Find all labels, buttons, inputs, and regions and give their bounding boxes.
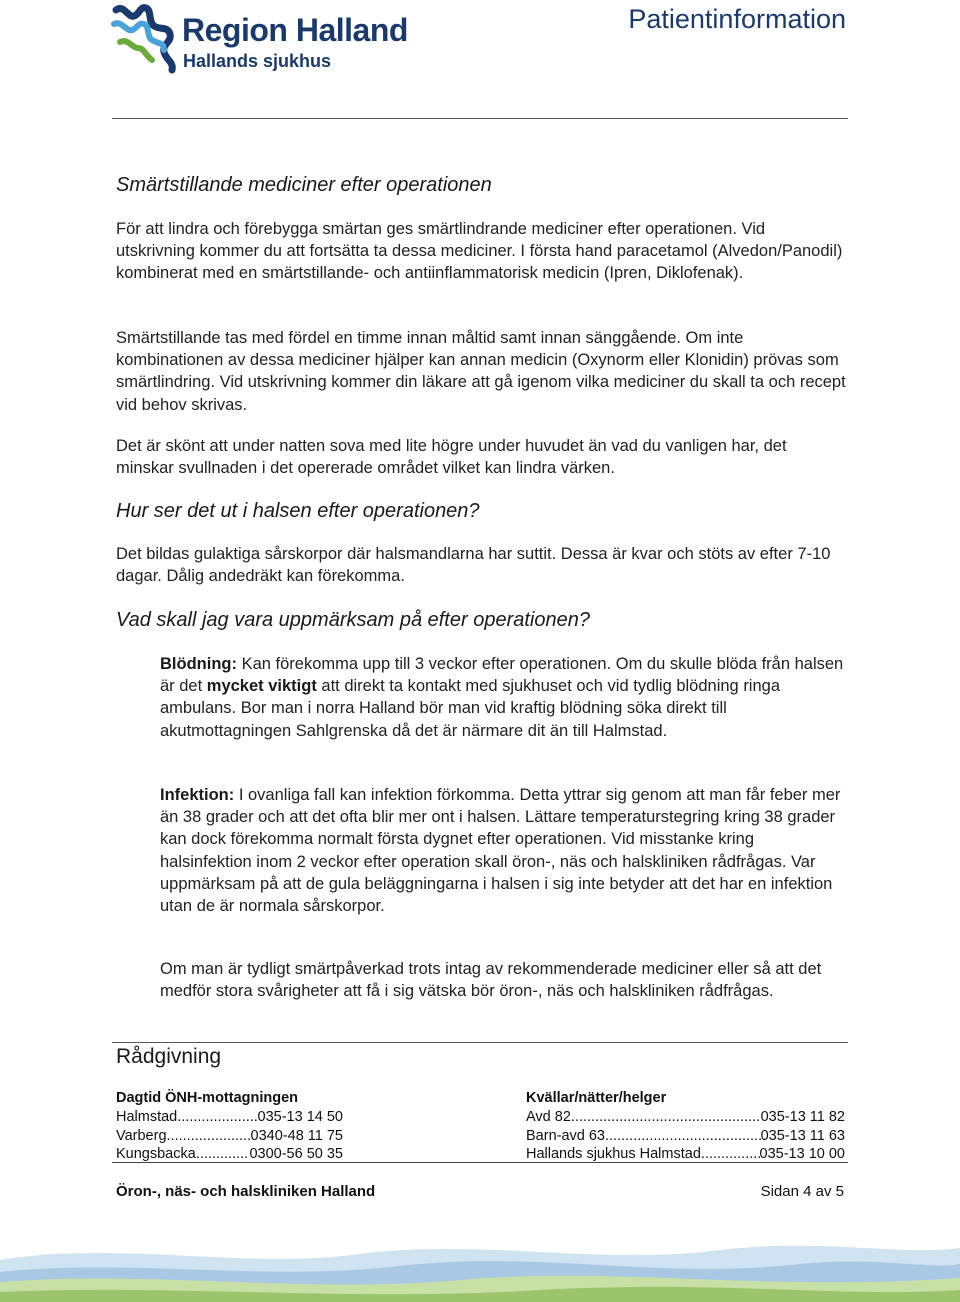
contact-phone: 035-13 10 00 bbox=[759, 1146, 845, 1162]
decorative-landscape-band bbox=[0, 1220, 960, 1302]
contact-phone: 0300-56 50 35 bbox=[249, 1146, 343, 1162]
contact-place: Barn-avd 63 bbox=[526, 1127, 605, 1144]
paragraph-pain-medication-intro: För att lindra och förebygga smärtan ges smärtlindrande mediciner efter operationen. Vid utskrivning kommer du att fortsätta ta dessa mediciner. I första hand paracetamol (Alvedon/Panodil) kombinerat med en smärtstillande- och antiinflammatorisk medicin (Ipren, Diklofenak). bbox=[116, 220, 843, 283]
paragraph-pain-medication-timing: Smärtstillande tas med fördel en timme innan måltid samt innan sänggående. Om inte kombinationen av dessa mediciner hjälper kan annan medicin (Oxynorm eller Klonidin) prövas som smärtlindring. Vid utskrivning kommer din läkare att gå igenom vilka mediciner du skall ta och recept vid behov skrivas. bbox=[116, 329, 846, 414]
logo-name: Region Halland bbox=[182, 12, 408, 48]
document-type: Patientinformation bbox=[628, 4, 846, 34]
contact-phone: 035-13 14 50 bbox=[257, 1109, 343, 1125]
contact-place: Hallands sjukhus Halmstad bbox=[526, 1146, 701, 1162]
heading-throat-appearance: Hur ser det ut i halsen efter operationen? bbox=[116, 500, 480, 522]
daytime-heading: Dagtid ÖNH-mottagningen bbox=[116, 1090, 299, 1106]
bleeding-text-a: Kan förekomma upp till 3 veckor efter operationen. Om du skulle blöda från halsen är det bbox=[160, 655, 844, 696]
contact-row bbox=[116, 1127, 343, 1146]
paragraph-bleeding bbox=[160, 653, 850, 742]
bleeding-label: Blödning: bbox=[160, 655, 237, 673]
leader-dots bbox=[167, 1127, 251, 1146]
page-number: Sidan 4 av 5 bbox=[760, 1183, 844, 1200]
leader-dots bbox=[605, 1127, 761, 1146]
region-halland-emblem-icon bbox=[110, 2, 180, 74]
leader-dots bbox=[571, 1108, 761, 1127]
paragraph-infection bbox=[160, 784, 850, 917]
heading-pain-medication: Smärtstillande mediciner efter operationen bbox=[116, 174, 492, 196]
bleeding-text-b: att direkt ta kontakt med sjukhuset och vid tydlig blödning ringa ambulans. Bor man i norra Halland bör man vid kraftig blödning söka direkt till akutmottagningen Sahlgrenska då det är närmare dit än till Halmstad. bbox=[160, 677, 781, 740]
contact-phone: 035-13 11 82 bbox=[760, 1109, 845, 1125]
evening-heading: Kvällar/nätter/helger bbox=[526, 1090, 667, 1106]
paragraph-sleep-position: Det är skönt att under natten sova med lite högre under huvudet än vad du vanligen har, det minskar svullnaden i det opererade området vilket kan lindra värken. bbox=[116, 437, 787, 478]
advice-divider bbox=[112, 1042, 848, 1043]
contact-row bbox=[526, 1145, 845, 1164]
infection-label: Infektion: bbox=[160, 786, 235, 804]
contact-place: Varberg bbox=[116, 1127, 167, 1144]
paragraph-pain-advice: Om man är tydligt smärtpåverkad trots intag av rekommenderade mediciner eller så att det medför stora svårigheter att få i sig vätska bör öron-, näs och halskliniken rådfrågas. bbox=[160, 960, 822, 1001]
contact-place: Halmstad bbox=[116, 1109, 178, 1125]
region-halland-logo bbox=[110, 2, 410, 72]
contacts-bottom-rule bbox=[112, 1162, 848, 1163]
header-divider bbox=[112, 118, 848, 119]
landscape-band-graphic bbox=[0, 1220, 960, 1302]
contact-place: Avd 82 bbox=[526, 1109, 571, 1125]
contact-phone: 035-13 11 63 bbox=[760, 1127, 845, 1144]
contact-row bbox=[116, 1145, 343, 1164]
evening-contacts bbox=[526, 1089, 845, 1164]
clinic-name: Öron-, näs- och halskliniken Halland bbox=[116, 1183, 376, 1200]
leader-dots bbox=[701, 1145, 760, 1164]
paragraph-throat-appearance: Det bildas gulaktiga sårskorpor där halsmandlarna har suttit. Dessa är kvar och stöts av efter 7-10 dagar. Dålig andedräkt kan förekomma. bbox=[116, 545, 831, 586]
infection-text: I ovanliga fall kan infektion förkomma. Detta yttrar sig genom att man får feber mer än 38 grader och att det ofta blir mer ont i halsen. Lättare temperaturstegring kring 38 grader kan dock förekomma normalt första dygnet efter operationen. Vid misstanke kring halsinfektion inom 2 veckor efter operation skall öron-, näs och halskliniken rådfrågas. Var uppmärksam på att de gula beläggningarna i halsen i sig inte betyder att det har en infektion utan de är normala sårskorpor. bbox=[160, 786, 841, 916]
bleeding-emphasis: mycket viktigt bbox=[206, 677, 317, 696]
daytime-contacts bbox=[116, 1089, 343, 1164]
leader-dots bbox=[177, 1108, 257, 1127]
contact-row bbox=[116, 1108, 343, 1127]
advice-title: Rådgivning bbox=[116, 1045, 222, 1068]
contact-row bbox=[526, 1127, 845, 1146]
heading-warning-signs: Vad skall jag vara uppmärksam på efter operationen? bbox=[116, 609, 590, 631]
contact-place: Kungsbacka bbox=[116, 1146, 196, 1162]
contact-row bbox=[526, 1108, 845, 1127]
contact-phone: 0340-48 11 75 bbox=[250, 1127, 343, 1144]
leader-dots bbox=[196, 1145, 250, 1164]
logo-subtitle: Hallands sjukhus bbox=[183, 51, 332, 71]
